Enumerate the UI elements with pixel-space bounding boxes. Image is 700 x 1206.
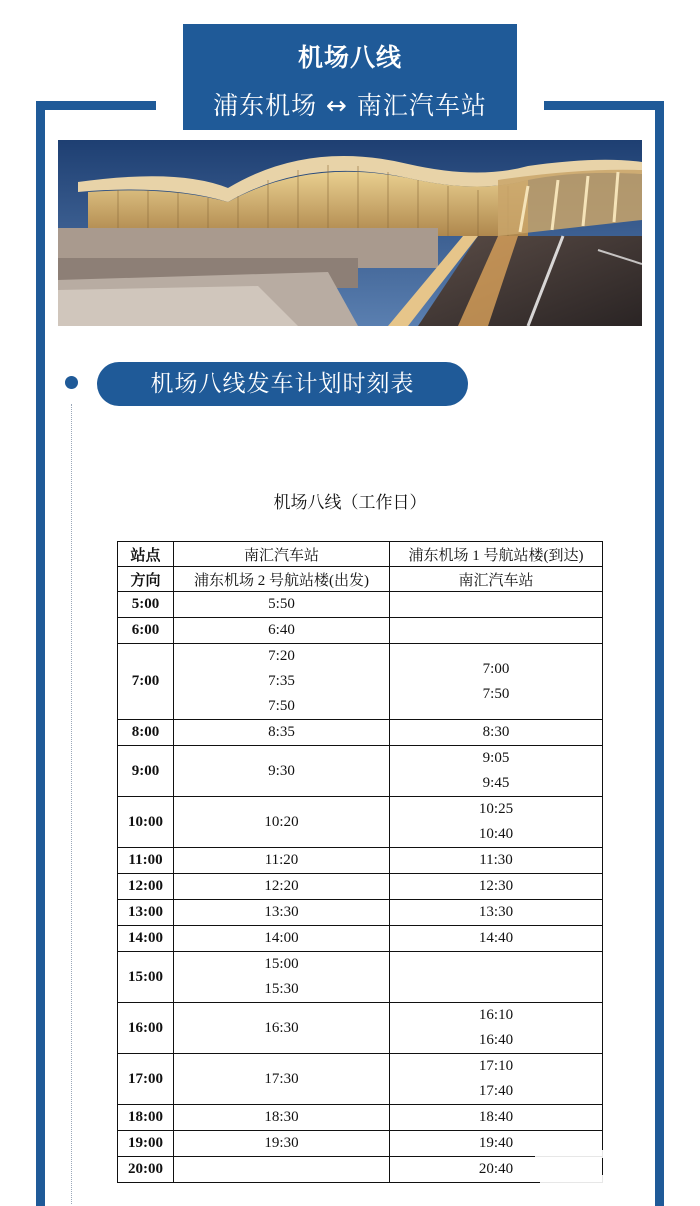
time-entry: 18:40	[478, 1109, 514, 1125]
hour-cell: 20:00	[118, 1157, 174, 1183]
header-direction-col1: 浦东机场 2 号航站楼(出发)	[174, 567, 390, 592]
time-entry: 17:30	[264, 1070, 299, 1087]
timetable	[117, 541, 603, 1183]
departure-times-cell	[174, 720, 390, 746]
hour-cell: 18:00	[118, 1105, 174, 1131]
hour-cell: 15:00	[118, 952, 174, 1003]
arrival-times-cell	[390, 848, 603, 874]
departure-times-cell	[174, 746, 390, 797]
time-entry: 8:35	[268, 724, 295, 740]
table-row	[118, 848, 603, 874]
table-row	[118, 618, 603, 644]
departure-times-cell	[174, 1003, 390, 1054]
arrival-times-cell	[390, 644, 603, 720]
departure-times-cell	[174, 874, 390, 900]
time-entry: 10:25	[478, 801, 514, 817]
time-entry: 14:00	[264, 930, 299, 946]
table-row	[118, 720, 603, 746]
frame-top-left-bar	[36, 101, 156, 110]
table-row	[118, 1131, 603, 1157]
departure-times-cell	[174, 900, 390, 926]
route-name: 机场八线	[297, 43, 402, 72]
time-entry: 15:30	[264, 981, 299, 997]
time-entry: 17:10	[478, 1058, 514, 1074]
table-row	[118, 900, 603, 926]
hour-cell: 13:00	[118, 900, 174, 926]
section-dotted-line	[71, 404, 72, 1204]
hour-cell: 14:00	[118, 926, 174, 952]
frame-right-bar	[655, 101, 664, 1206]
hour-cell: 7:00	[118, 644, 174, 720]
hour-cell: 10:00	[118, 797, 174, 848]
route-endpoints: 浦东机场 ↔ 南汇汽车站	[213, 91, 487, 120]
table-row	[118, 926, 603, 952]
time-entry: 11:30	[479, 852, 513, 868]
time-entry: 16:40	[478, 1032, 514, 1048]
header-direction-label: 方向	[118, 567, 174, 592]
arrival-times-cell	[390, 1003, 603, 1054]
departure-times-cell	[174, 1131, 390, 1157]
time-entry: 7:00	[482, 660, 510, 677]
time-entry: 7:50	[482, 685, 510, 702]
time-entry: 14:40	[478, 930, 514, 946]
header-direction-col2: 南汇汽车站	[390, 567, 603, 592]
departure-times-cell	[174, 848, 390, 874]
time-entry: 11:20	[264, 852, 299, 868]
section-title: 机场八线发车计划时刻表	[97, 362, 468, 406]
hour-cell: 12:00	[118, 874, 174, 900]
time-entry: 9:30	[268, 762, 295, 779]
hour-cell: 5:00	[118, 592, 174, 618]
table-row	[118, 1157, 603, 1183]
time-entry: 13:30	[264, 904, 299, 920]
time-entry: 20:40	[478, 1161, 514, 1177]
time-entry: 13:30	[478, 904, 514, 920]
arrival-times-cell	[390, 900, 603, 926]
time-entry: 7:35	[268, 673, 295, 689]
time-entry: 17:40	[478, 1083, 514, 1099]
departure-times-cell	[174, 618, 390, 644]
departure-times-cell	[174, 1157, 390, 1183]
departure-times-cell	[174, 644, 390, 720]
watermark-mask	[535, 1150, 615, 1158]
table-header-row	[118, 542, 603, 567]
time-entry: 6:40	[268, 622, 295, 638]
table-row	[118, 1105, 603, 1131]
departure-times-cell	[174, 952, 390, 1003]
time-entry: 7:50	[268, 698, 295, 714]
airport-terminal-photo	[58, 140, 642, 326]
header-station-label: 站点	[118, 542, 174, 567]
header-station-col2: 浦东机场 1 号航站楼(到达)	[390, 542, 603, 567]
table-header-row	[118, 567, 603, 592]
table-row	[118, 952, 603, 1003]
arrival-times-cell	[390, 952, 603, 1003]
frame-top-right-bar	[544, 101, 664, 110]
table-row	[118, 797, 603, 848]
section-bullet-dot	[65, 376, 78, 389]
time-entry: 12:30	[478, 878, 514, 894]
hour-cell: 16:00	[118, 1003, 174, 1054]
table-row	[118, 1003, 603, 1054]
arrival-times-cell	[390, 874, 603, 900]
departure-times-cell	[174, 797, 390, 848]
frame-left-bar	[36, 101, 45, 1206]
hour-cell: 8:00	[118, 720, 174, 746]
hour-cell: 6:00	[118, 618, 174, 644]
route-title-box	[183, 24, 517, 130]
departure-times-cell	[174, 1054, 390, 1105]
table-row	[118, 874, 603, 900]
time-entry: 16:30	[264, 1019, 299, 1036]
hour-cell: 9:00	[118, 746, 174, 797]
time-entry: 19:40	[478, 1135, 514, 1151]
time-entry: 12:20	[264, 878, 299, 894]
arrival-times-cell	[390, 592, 603, 618]
arrival-times-cell	[390, 720, 603, 746]
table-row	[118, 644, 603, 720]
time-entry: 10:40	[478, 826, 514, 842]
time-entry: 15:00	[264, 956, 299, 972]
departure-times-cell	[174, 926, 390, 952]
hour-cell: 19:00	[118, 1131, 174, 1157]
arrival-times-cell	[390, 797, 603, 848]
time-entry: 7:20	[268, 648, 295, 664]
departure-times-cell	[174, 592, 390, 618]
time-entry: 18:30	[264, 1109, 299, 1125]
table-row	[118, 592, 603, 618]
arrival-times-cell	[390, 618, 603, 644]
arrival-times-cell	[390, 746, 603, 797]
time-entry: 8:30	[482, 724, 510, 740]
time-entry: 16:10	[478, 1007, 514, 1023]
hour-cell: 11:00	[118, 848, 174, 874]
header-station-col1: 南汇汽车站	[174, 542, 390, 567]
watermark-mask	[540, 1175, 610, 1185]
timetable-title: 机场八线（工作日）	[273, 493, 427, 513]
time-entry: 5:50	[268, 596, 295, 612]
time-entry: 9:05	[482, 750, 510, 766]
arrival-times-cell	[390, 1105, 603, 1131]
time-entry: 10:20	[264, 813, 299, 830]
table-row	[118, 1054, 603, 1105]
arrival-times-cell	[390, 926, 603, 952]
time-entry: 19:30	[264, 1135, 299, 1151]
time-entry: 9:45	[482, 775, 510, 791]
departure-times-cell	[174, 1105, 390, 1131]
arrival-times-cell	[390, 1054, 603, 1105]
hour-cell: 17:00	[118, 1054, 174, 1105]
table-row	[118, 746, 603, 797]
